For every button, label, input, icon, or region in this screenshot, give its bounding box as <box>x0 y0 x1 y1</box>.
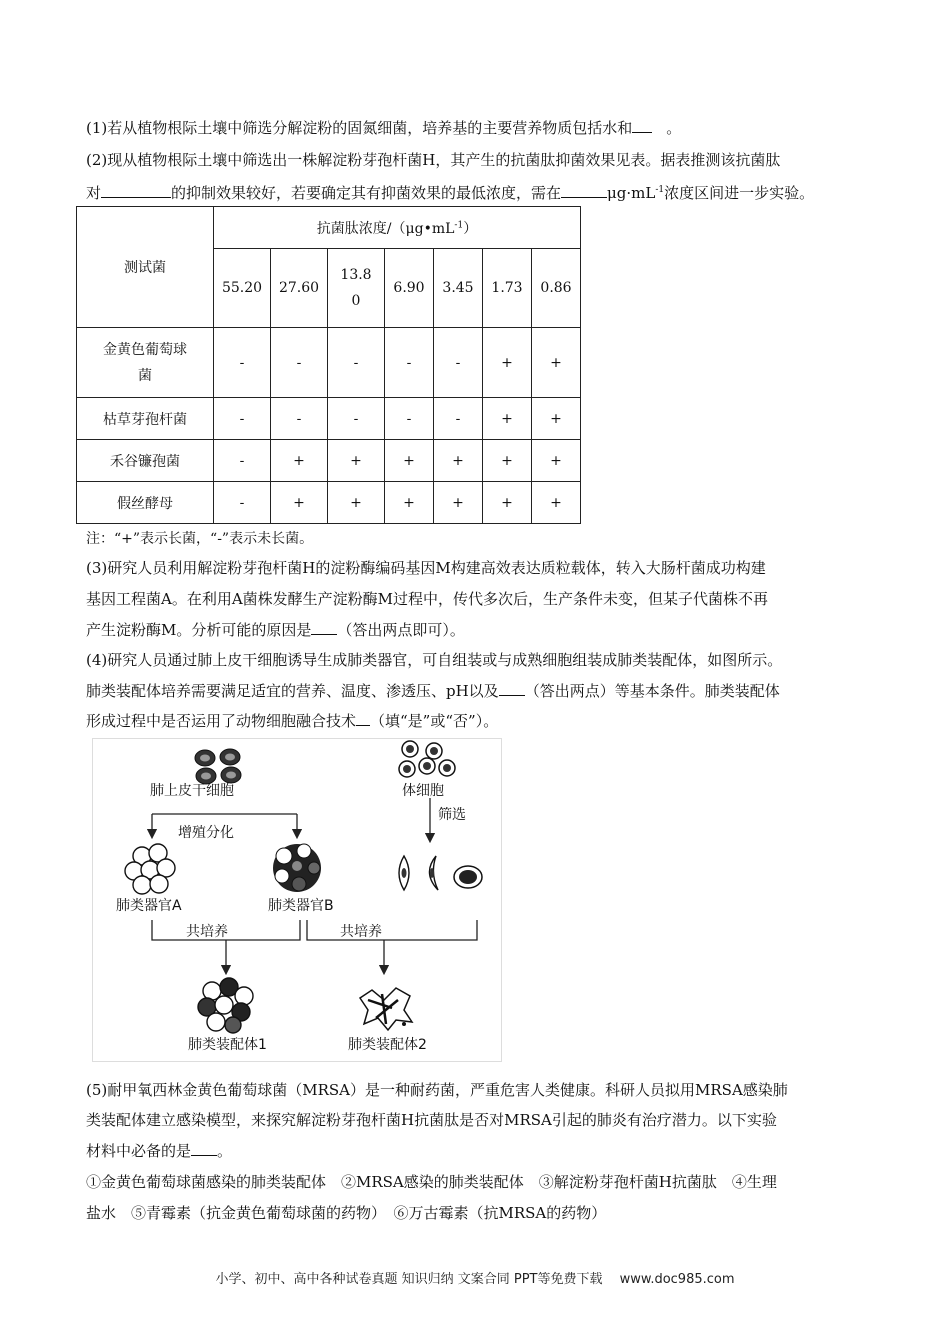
table-row: 枯草芽孢杆菌 - - - - - + + <box>77 398 581 440</box>
answer-blank[interactable] <box>356 710 370 726</box>
question-5-line-1: (5)耐甲氧西林金黄色葡萄球菌（MRSA）是一种耐药菌，严重危害人类健康。科研人员拟用MRSA感染肺 <box>86 1081 788 1099</box>
body-cells-label: 体细胞 <box>402 783 444 799</box>
question-5-line-2: 类装配体建立感染模型，来探究解淀粉芽孢杆菌H抗菌肽是否对MRSA引起的肺炎有治疗潜力。以下实验 <box>86 1111 777 1129</box>
organism-name: 假丝酵母 <box>77 482 214 524</box>
proliferate-label: 增殖分化 <box>178 825 234 841</box>
coculture-label-2: 共培养 <box>340 924 382 940</box>
conc-cell: 27.60 <box>271 249 328 328</box>
mature-cells-icon <box>399 856 482 890</box>
assembloid-1-icon <box>198 978 253 1033</box>
screen-label: 筛选 <box>438 807 466 823</box>
question-5-options-line-1: ①金黄色葡萄球菌感染的肺类装配体 ②MRSA感染的肺类装配体 ③解淀粉芽孢杆菌H抗菌肽 ④生理 <box>86 1173 777 1191</box>
page-footer: 小学、初中、高中各种试卷真题 知识归纳 文案合同 PPT等免费下载 www.doc985.com <box>215 1272 735 1287</box>
table-row: 假丝酵母 - + + + + + + <box>77 482 581 524</box>
assembloid-2-icon <box>360 988 412 1030</box>
table-note: 注：“+”表示长菌，“-”表示未长菌。 <box>86 531 314 547</box>
coculture-label-1: 共培养 <box>186 924 228 940</box>
table-row: 禾谷镰孢菌 - + + + + + + <box>77 440 581 482</box>
organoid-b-label: 肺类器官B <box>268 898 334 914</box>
question-2-line-1: (2)现从植物根际土壤中筛选出一株解淀粉芽孢杆菌H，其产生的抗菌肽抑菌效果见表。据表推测该抗菌肽 <box>86 151 781 169</box>
organism-name: 金黄色葡萄球 菌 <box>77 328 214 398</box>
body-cells-icon <box>399 741 455 777</box>
table-row: 金黄色葡萄球 菌 - - - - - + + <box>77 328 581 398</box>
organoid-b-icon <box>273 844 321 892</box>
question-3-line-2: 基因工程菌A。在利用A菌株发酵生产淀粉酶M过程中，传代多次后，生产条件未变，但某子代菌株不再 <box>86 590 769 608</box>
conc-cell: 0.86 <box>532 249 581 328</box>
row-header: 测试菌 <box>77 207 214 328</box>
organism-name: 禾谷镰孢菌 <box>77 440 214 482</box>
organism-name: 枯草芽孢杆菌 <box>77 398 214 440</box>
assembloid-diagram <box>92 738 502 1062</box>
organoid-a-icon <box>125 844 175 894</box>
conc-cell: 55.20 <box>214 249 271 328</box>
question-1-text: (1)若从植物根际土壤中筛选分解淀粉的固氮细菌，培养基的主要营养物质包括水和 <box>86 119 633 137</box>
answer-blank[interactable] <box>499 680 525 696</box>
question-3-line-1: (3)研究人员利用解淀粉芽孢杆菌H的淀粉酶编码基因M构建高效表达质粒载体，转入大肠杆菌成功构建 <box>86 559 766 577</box>
question-4-line-1: (4)研究人员通过肺上皮干细胞诱导生成肺类器官，可自组装或与成熟细胞组装成肺类装配体，如图所示。 <box>86 651 783 669</box>
conc-cell: 3.45 <box>434 249 483 328</box>
question-4-line-3: 形成过程中是否运用了动物细胞融合技术 （填“是”或“否”）。 <box>86 712 499 730</box>
question-5-line-3: 材料中必备的是 。 <box>86 1142 233 1160</box>
answer-blank[interactable] <box>191 1140 217 1156</box>
answer-blank[interactable] <box>311 619 337 635</box>
conc-cell: 13.8 0 <box>328 249 385 328</box>
stem-cells-icon <box>195 749 241 784</box>
question-1: (1)若从植物根际土壤中筛选分解淀粉的固氮细菌，培养基的主要营养物质包括水和 。 <box>86 119 682 137</box>
stem-cells-label: 肺上皮干细胞 <box>150 783 234 799</box>
conc-cell: 1.73 <box>483 249 532 328</box>
question-4-line-2: 肺类装配体培养需要满足适宜的营养、温度、渗透压、pH以及 （答出两点）等基本条件。肺类装配体 <box>86 682 780 700</box>
antibacterial-table <box>76 206 581 524</box>
answer-blank[interactable] <box>561 182 607 198</box>
assembloid-2-label: 肺类装配体2 <box>348 1037 427 1053</box>
conc-cell: 6.90 <box>385 249 434 328</box>
answer-blank[interactable] <box>632 117 652 133</box>
question-5-options-line-2: 盐水 ⑤青霉素（抗金黄色葡萄球菌的药物） ⑥万古霉素（抗MRSA的药物） <box>86 1204 607 1222</box>
organoid-a-label: 肺类器官A <box>116 898 182 914</box>
question-3-line-3: 产生淀粉酶M。分析可能的原因是 （答出两点即可）。 <box>86 621 465 639</box>
assembloid-1-label: 肺类装配体1 <box>188 1037 267 1053</box>
concentration-header: 抗菌肽浓度$/(\mu g•mL^{-1})$ <box>214 207 581 249</box>
question-2-line-2: 对 的抑制效果较好，若要确定其有抑菌效果的最低浓度，需在 $\mu g\cdot mL^{-1}$浓度区间进一步实验。 <box>86 184 815 202</box>
answer-blank[interactable] <box>101 182 171 198</box>
